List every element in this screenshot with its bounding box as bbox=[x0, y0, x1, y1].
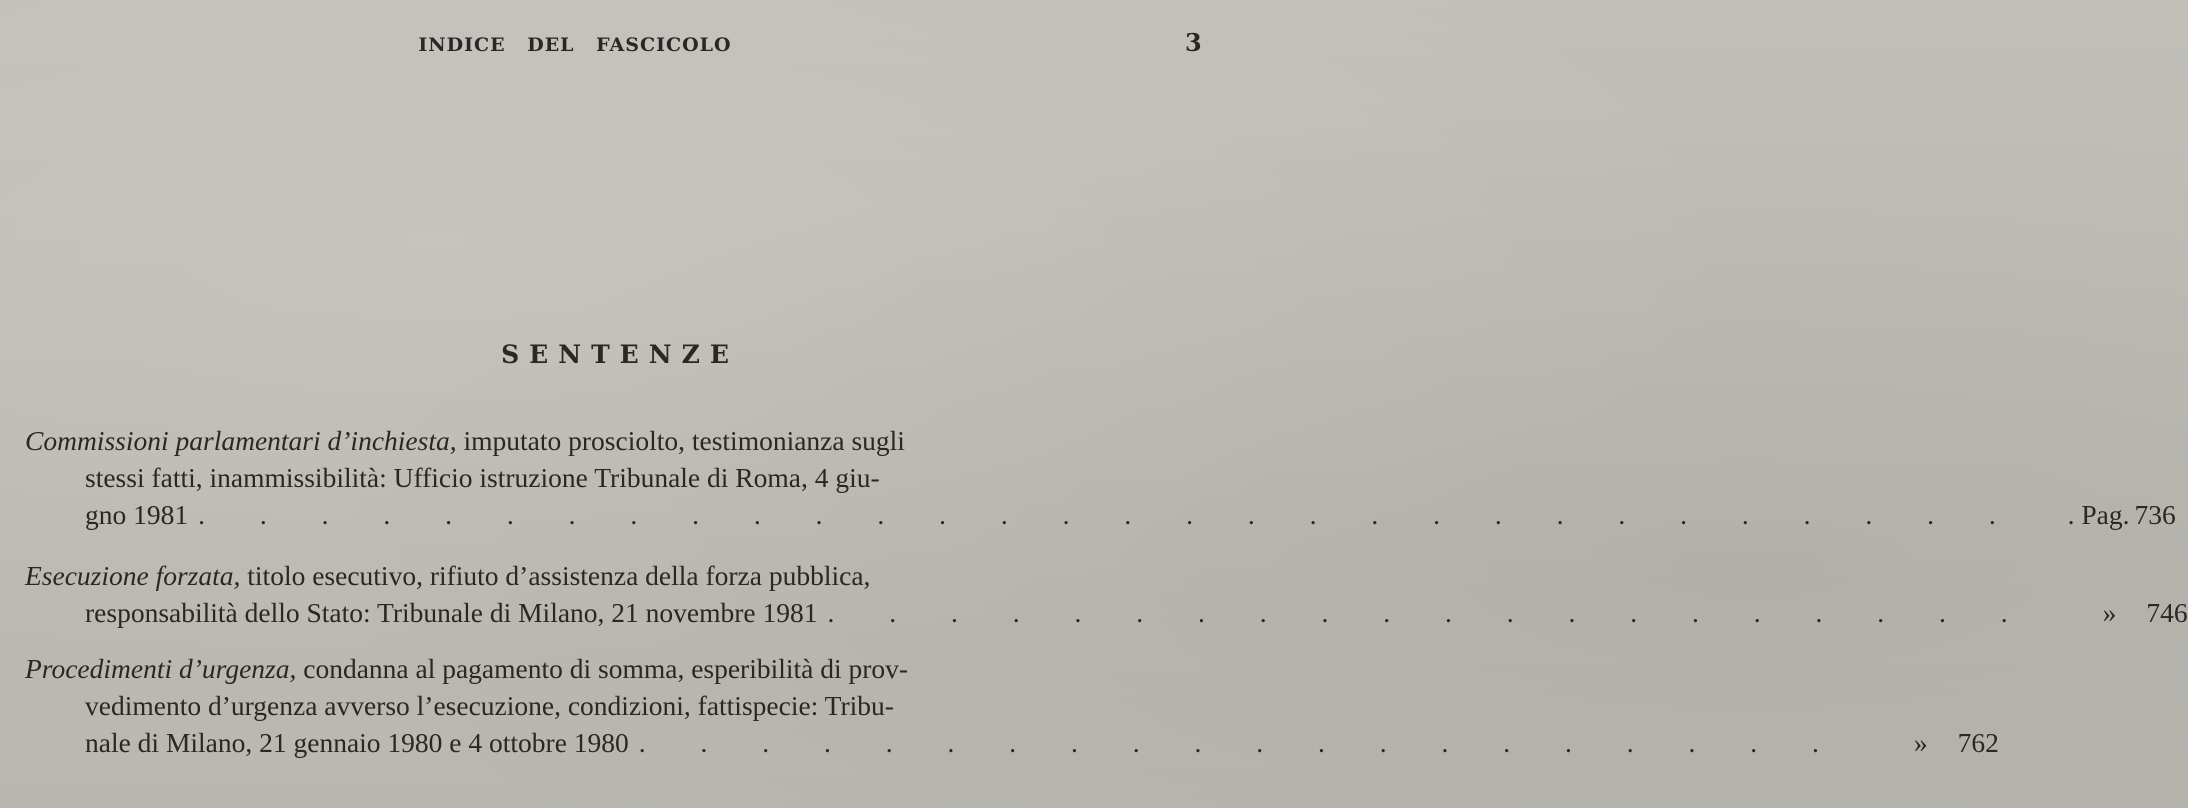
entry-last-text: nale di Milano, 21 gennaio 1980 e 4 ottobre 1980 bbox=[85, 727, 629, 758]
entry-first-line bbox=[25, 422, 1090, 459]
page-marker: » bbox=[1913, 727, 1928, 758]
entry-page-reference bbox=[2038, 594, 2188, 631]
entry-page-number: 736 bbox=[2134, 499, 2176, 530]
entry-page-number: 746 bbox=[2146, 597, 2188, 628]
entry-description: titolo esecutivo, rifiuto d’assistenza della forza pubblica, bbox=[240, 560, 871, 591]
page-marker: . Pag. bbox=[2067, 499, 2130, 530]
entry-continuation-line: stessi fatti, inammissibilità: Ufficio istruzione Tribunale di Roma, 4 giu- bbox=[85, 462, 880, 493]
dot-leader: . . . . . . . . . . . . . . . . . . . . . . . . . . . . . . bbox=[198, 499, 2020, 530]
page-number: 3 bbox=[1185, 28, 1202, 57]
entry-page-reference bbox=[1849, 724, 1999, 761]
dot-leader: . . . . . . . . . . . . . . . . . . . . bbox=[638, 727, 1843, 758]
entry-first-line bbox=[25, 650, 1090, 687]
entry-page-number: 762 bbox=[1957, 727, 1999, 758]
entry-description: condanna al pagamento di somma, esperibilità di prov- bbox=[296, 653, 909, 684]
dot-leader: . . . . . . . . . . . . . . . . . . . . bbox=[827, 597, 2032, 628]
index-entry bbox=[25, 557, 2188, 631]
entry-description: imputato prosciolto, testimonianza sugli bbox=[456, 425, 905, 456]
entry-last-line bbox=[25, 496, 2176, 533]
entry-topic: Procedimenti d’urgenza, bbox=[25, 653, 297, 684]
running-head-title: INDICE DEL FASCICOLO bbox=[418, 34, 732, 56]
page-marker: » bbox=[2102, 597, 2117, 628]
entry-topic: Esecuzione forzata, bbox=[25, 560, 241, 591]
entry-continuation-line: vedimento d’urgenza avverso l’esecuzione, condizioni, fattispecie: Tribu- bbox=[85, 690, 894, 721]
entry-last-text: gno 1981 bbox=[85, 499, 189, 530]
entry-last-text: responsabilità dello Stato: Tribunale di Milano, 21 novembre 1981 bbox=[85, 597, 818, 628]
index-entry bbox=[25, 422, 2176, 533]
entry-last-line bbox=[25, 724, 1999, 761]
index-entry bbox=[25, 650, 1999, 761]
entry-page-reference bbox=[2026, 496, 2176, 533]
entry-last-line bbox=[25, 594, 2188, 631]
entry-first-line bbox=[25, 557, 1090, 594]
entry-topic: Commissioni parlamentari d’inchiesta, bbox=[25, 425, 457, 456]
section-title: SENTENZE bbox=[501, 340, 739, 369]
